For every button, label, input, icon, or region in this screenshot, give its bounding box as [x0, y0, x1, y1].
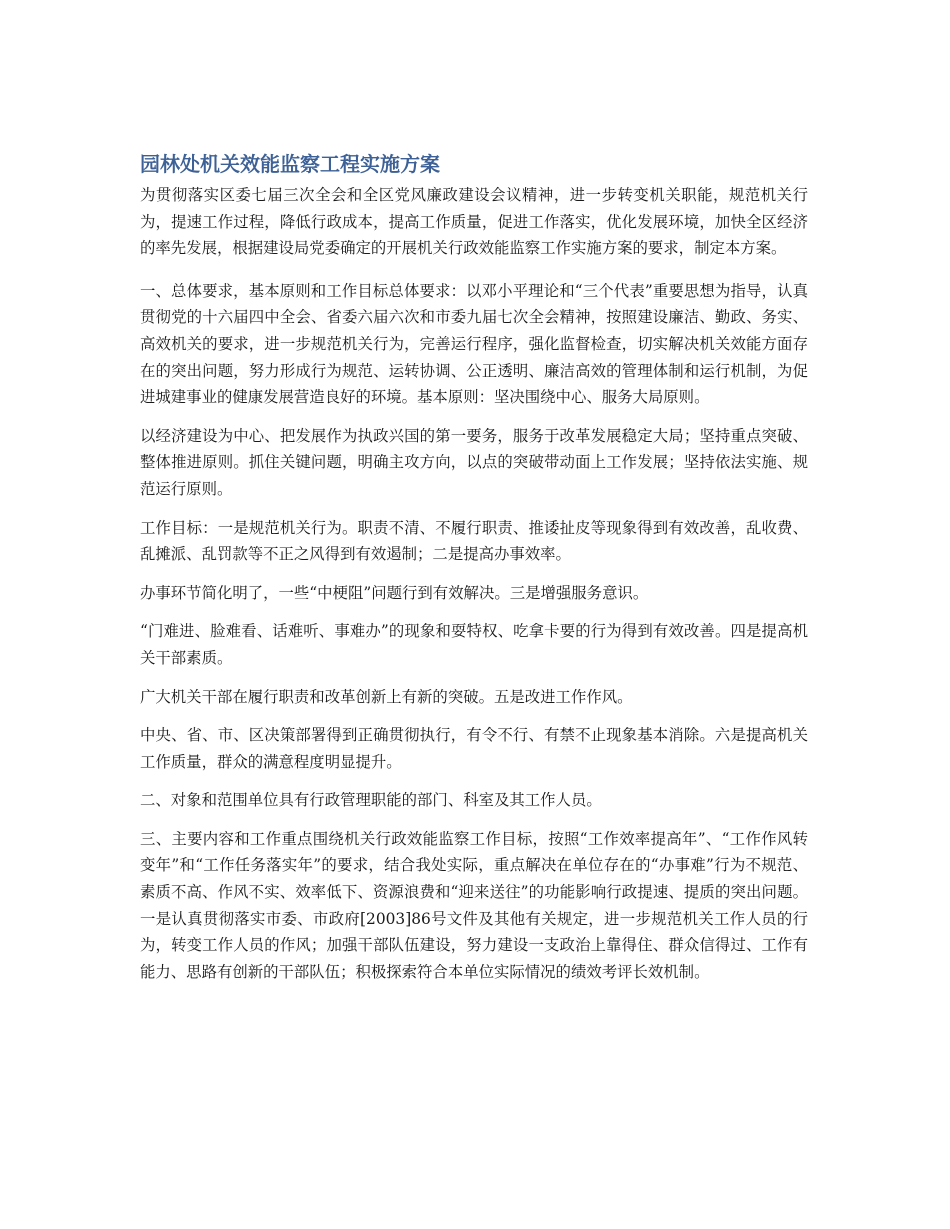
paragraph-goal-quality: 广大机关干部在履行职责和改革创新上有新的突破。五是改进工作作风。 — [140, 687, 633, 706]
paragraph-goal-efficiency: 办事环节简化明了，一些“中梗阻”问题行到有效解决。三是增强服务意识。 — [140, 583, 649, 602]
paragraph-work-goals: 工作目标：一是规范机关行为。职责不清、不履行职责、推诿扯皮等现象得到有效改善，乱收费、乱摊派、乱罚款等不正之风得到有效遏制；二是提高办事效率。 — [140, 518, 808, 564]
document-title: 园林处机关效能监察工程实施方案 — [140, 152, 440, 176]
paragraph-preamble: 为贯彻落实区委七届三次全会和全区党风廉政建设会议精神，进一步转变机关职能，规范机关行为，提速工作过程，降低行政成本，提高工作质量，促进工作落实，优化发展环境，加快全区经济的率先发展，根据建设局党委确定的开展机关行政效能监察工作实施方案的要求，制定本方案。 — [140, 186, 808, 258]
paragraph-scope: 二、对象和范围单位具有行政管理职能的部门、科室及其工作人员。 — [140, 791, 602, 810]
paragraph-goal-work-style: 中央、省、市、区决策部署得到正确贯彻执行，有令不行、有禁不止现象基本消除。六是提高机关工作质量，群众的满意程度明显提升。 — [140, 726, 808, 771]
paragraph-main-content: 三、主要内容和工作重点围绕机关行政效能监察工作目标，按照“工作效率提高年”、“工作作风转变年”和“工作任务落实年”的要求，结合我处实际，重点解决在单位存在的“办事难”行为不规范、素质不高、作风不实、效率低下、资源浪费和“迎来送往”的功能影响行政提速、提质的突出问题。一是认真贯彻落实市委、市政府[2003]86号文件及其他有关规定，进一步规范机关工作人员的行为，转变工作人员的作风；加强干部队伍建设，努力建设一支政治上靠得住、群众信得过、工作有能力、思路有创新的干部队伍；积极探索符合本单位实际情况的绩效考评长效机制。 — [140, 829, 808, 981]
paragraph-goal-service: “门难进、脸难看、话难听、事难办”的现象和耍特权、吃拿卡要的行为得到有效改善。四是提高机关干部素质。 — [140, 622, 808, 667]
paragraph-principles: 以经济建设为中心、把发展作为执政兴国的第一要务，服务于改革发展稳定大局；坚持重点突破、整体推进原则。抓住关键问题，明确主攻方向，以点的突破带动面上工作发展；坚持依法实施、规范运行原则。 — [140, 426, 808, 498]
paragraph-general-requirements: 一、总体要求，基本原则和工作目标总体要求：以邓小平理论和“三个代表”重要思想为指导，认真贯彻党的十六届四中全会、省委六届六次和市委九届七次全会精神，按照建设廉洁、勤政、务实、高效机关的要求，进一步规范机关行为，完善运行程序，强化监督检查，切实解决机关效能方面存在的突出问题，努力形成行为规范、运转协调、公正透明、廉洁高效的管理体制和运行机制，为促进城建事业的健康发展营造良好的环境。基本原则：坚决围绕中心、服务大局原则。 — [140, 281, 808, 407]
document-page — [140, 150, 808, 997]
